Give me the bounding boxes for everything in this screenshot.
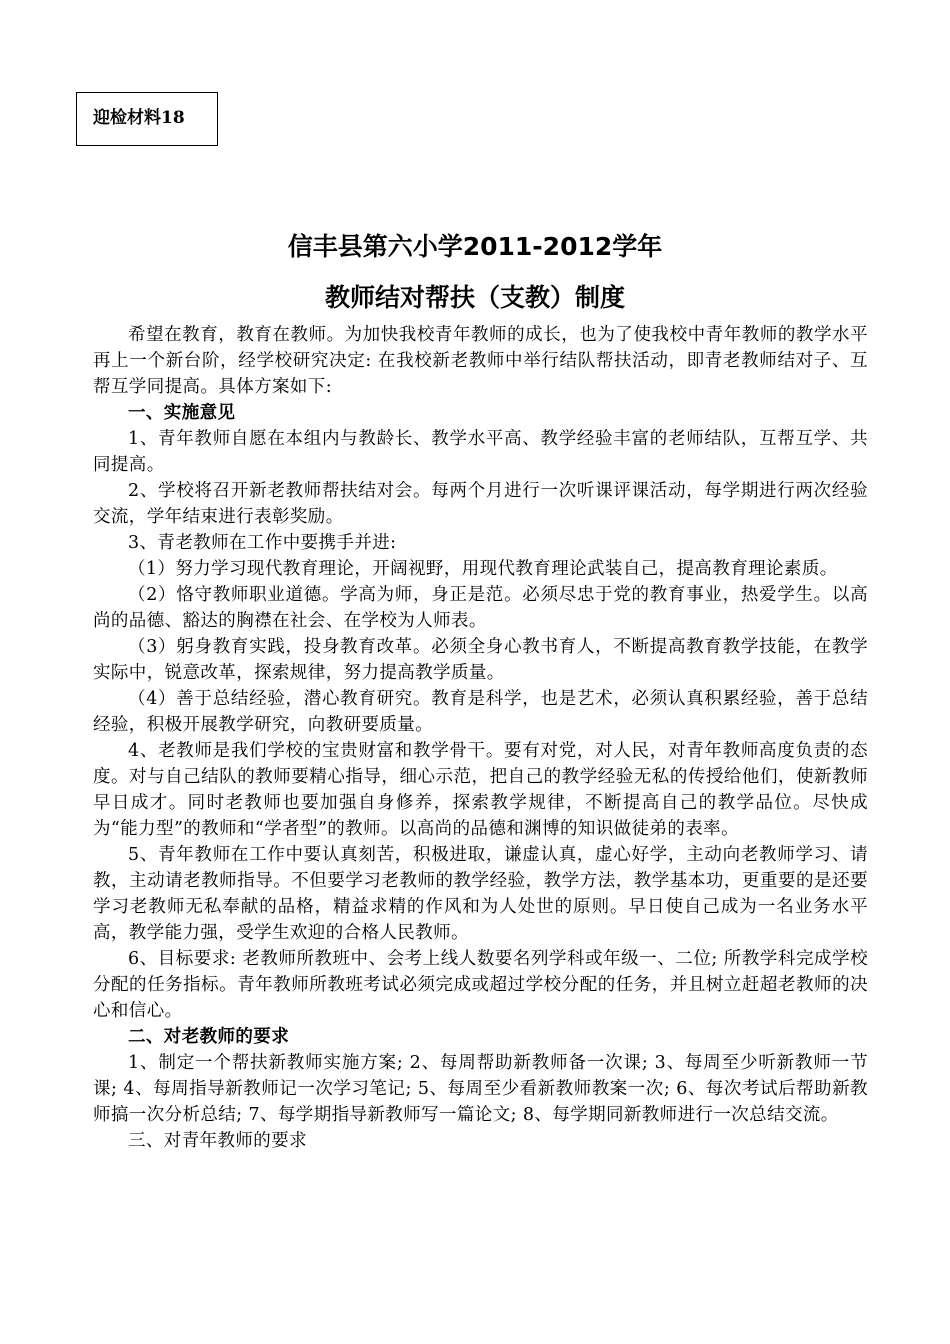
- paragraph: 4、老教师是我们学校的宝贵财富和教学骨干。要有对党，对人民，对青年教师高度负责的态度。对与自己结队的教师要精心指导，细心示范，把自己的教学经验无私的传授给他们，使新教师早日成才。同时老教师也要加强自身修养，探索教学规律，不断提高自己的教学品位。尽快成为“能力型”的教师和“学者型”的教师。以高尚的品德和渊博的知识做徒弟的表率。: [93, 741, 868, 839]
- paragraph: 3、青老教师在工作中要携手并进:: [128, 533, 397, 553]
- paragraph: 1、制定一个帮扶新教师实施方案; 2、每周帮助新教师备一次课; 3、每周至少听新教师一节课; 4、每周指导新教师记一次学习笔记; 5、每周至少看新教师教案一次; 6、每次考试后帮助新教师搞一次分析总结; 7、每学期指导新教师写一篇论文; 8、每学期同新教师进行一次总结交流。: [93, 1053, 868, 1125]
- paragraph: 2、学校将召开新老教师帮扶结对会。每两个月进行一次听课评课活动，每学期进行两次经验交流，学年结束进行表彰奖励。: [93, 481, 868, 527]
- document-title-line2: 教师结对帮扶（支教）制度: [324, 283, 625, 312]
- paragraph: （4）善于总结经验，潜心教育研究。教育是科学，也是艺术，必须认真积累经验，善于总结经验，积极开展教学研究，向教研要质量。: [93, 689, 868, 735]
- paragraph: 1、青年教师自愿在本组内与教龄长、教学水平高、教学经验丰富的老师结队，互帮互学、共同提高。: [93, 429, 868, 475]
- section-heading-3: 三、对青年教师的要求: [128, 1131, 307, 1151]
- intro-paragraph: 希望在教育，教育在教师。为加快我校青年教师的成长，也为了使我校中青年教师的教学水平再上一个新台阶，经学校研究决定: 在我校新老教师中举行结队帮扶活动，即青老教师结对子、互帮互学同提高。具体方案如下:: [93, 325, 868, 397]
- paragraph: （3）躬身教育实践，投身教育改革。必须全身心教书育人，不断提高教育教学技能，在教学实际中，锐意改革，探索规律，努力提高教学质量。: [93, 637, 868, 683]
- paragraph: （2）恪守教师职业道德。学高为师，身正是范。必须尽忠于党的教育事业，热爱学生。以高尚的品德、豁达的胸襟在社会、在学校为人师表。: [93, 585, 868, 631]
- document-label-box: 迎检材料18: [76, 92, 218, 146]
- section-heading-1: 一、实施意见: [128, 403, 236, 423]
- paragraph: 5、青年教师在工作中要认真刻苦，积极进取，谦虚认真，虚心好学，主动向老教师学习、请教，主动请老教师指导。不但要学习老教师的教学经验，教学方法，教学基本功，更重要的是还要学习老教师无私奉献的品格，精益求精的作风和为人处世的原则。早日使自己成为一名业务水平高，教学能力强，受学生欢迎的合格人民教师。: [93, 845, 868, 943]
- paragraph: （1）努力学习现代教育理论，开阔视野，用现代教育理论武装自己，提高教育理论素质。: [128, 559, 838, 579]
- section-heading-2: 二、对老教师的要求: [128, 1027, 290, 1047]
- document-body: [93, 322, 868, 1154]
- paragraph: 6、目标要求: 老教师所教班中、会考上线人数要名列学科或年级一、二位; 所教学科完成学校分配的任务指标。青年教师所教班考试必须完成或超过学校分配的任务，并且树立赶超老教师的决心和信心。: [93, 949, 868, 1021]
- document-title-line1: 信丰县第六小学2011-2012学年: [287, 232, 663, 261]
